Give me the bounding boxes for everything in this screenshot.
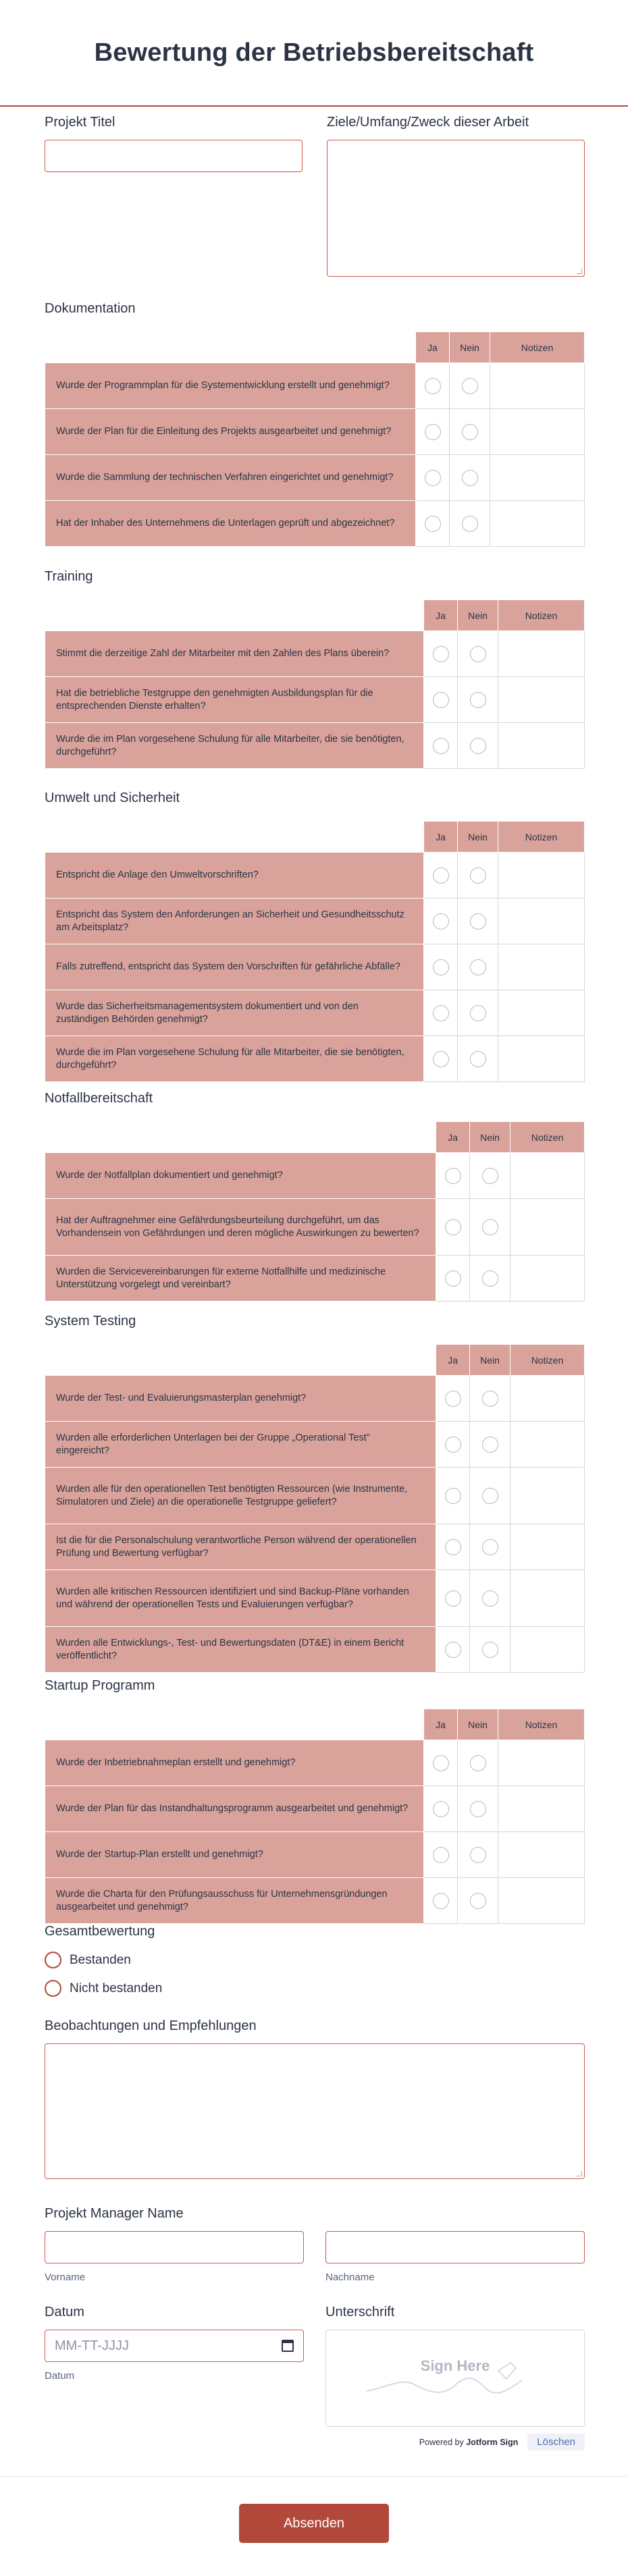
matrix-cell-yes — [424, 990, 458, 1036]
matrix-column-header: Ja — [436, 1345, 470, 1376]
matrix-question: Hat der Inhaber des Unternehmens die Unterlagen geprüft und abgezeichnet? — [45, 501, 416, 547]
matrix-cell-no — [458, 944, 498, 990]
matrix-header-row — [45, 1122, 585, 1153]
matrix-column-header: Nein — [458, 600, 498, 631]
matrix-question: Wurden alle für den operationellen Test benötigten Ressourcen (wie Instrumente, Simulatoren und Ziele) an die operationelle Testgruppe geliefert? — [45, 1468, 436, 1524]
option-passed-label: Bestanden — [70, 1952, 131, 1967]
section-2 — [45, 569, 585, 769]
matrix-cell-yes — [416, 363, 450, 409]
first-name-input[interactable] — [45, 2231, 304, 2263]
section-1 — [45, 301, 585, 547]
radio-yes[interactable] — [445, 1539, 461, 1555]
matrix-cell-yes — [436, 1422, 470, 1468]
matrix-corner — [45, 1122, 436, 1153]
manager-field — [45, 2206, 585, 2283]
section-5 — [45, 1314, 585, 1673]
radio-yes[interactable] — [445, 1270, 461, 1287]
notes-input[interactable] — [511, 1524, 585, 1570]
notes-input[interactable] — [490, 455, 585, 501]
radio-yes[interactable] — [433, 959, 449, 975]
matrix-cell-yes — [436, 1376, 470, 1422]
notes-input[interactable] — [498, 1786, 585, 1832]
matrix-question: Wurde die Sammlung der technischen Verfahren eingerichtet und genehmigt? — [45, 455, 416, 501]
notes-input[interactable] — [498, 990, 585, 1036]
matrix-column-header: Ja — [424, 822, 458, 853]
resize-handle-icon[interactable] — [577, 269, 582, 274]
matrix-row — [45, 1036, 585, 1082]
radio-no[interactable] — [482, 1488, 498, 1504]
radio-no[interactable] — [482, 1391, 498, 1407]
section-4 — [45, 1091, 585, 1302]
matrix-table — [45, 1344, 585, 1673]
matrix-column-header: Ja — [424, 600, 458, 631]
option-failed[interactable] — [45, 1980, 585, 1997]
matrix-question: Hat der Auftragnehmer eine Gefährdungsbeurteilung durchgeführt, um das Vorhandensein von Gefährdungen und deren mögliche Auswirkungen zu bewerten? — [45, 1199, 436, 1256]
radio-passed[interactable] — [45, 1952, 61, 1968]
matrix-question: Entspricht das System den Anforderungen an Sicherheit und Gesundheitsschutz am Arbeitsplatz? — [45, 898, 424, 944]
matrix-cell-no — [450, 501, 490, 547]
matrix-cell-no — [458, 677, 498, 723]
notes-input[interactable] — [490, 363, 585, 409]
radio-no[interactable] — [482, 1539, 498, 1555]
matrix-cell-yes — [436, 1468, 470, 1524]
matrix-question: Wurde der Programmplan für die Systementwicklung erstellt und genehmigt? — [45, 363, 416, 409]
signature-hint: Sign Here — [420, 2357, 490, 2374]
radio-no[interactable] — [470, 1893, 486, 1909]
signature-label: Unterschrift — [325, 2305, 395, 2319]
matrix-cell-no — [470, 1376, 511, 1422]
notes-input[interactable] — [498, 1832, 585, 1878]
matrix-column-header: Nein — [458, 822, 498, 853]
radio-no[interactable] — [482, 1642, 498, 1658]
section-title: Startup Programm — [45, 1678, 155, 1693]
matrix-row — [45, 1422, 585, 1468]
matrix-cell-no — [458, 1036, 498, 1082]
section-3 — [45, 790, 585, 1082]
goals-textarea[interactable] — [327, 140, 585, 277]
matrix-row — [45, 455, 585, 501]
matrix-cell-no — [470, 1422, 511, 1468]
matrix-question: Wurde die im Plan vorgesehene Schulung für alle Mitarbeiter, die sie benötigten, durchgeführt? — [45, 723, 424, 769]
goals-field — [327, 115, 585, 277]
radio-yes[interactable] — [433, 1801, 449, 1817]
matrix-cell-no — [458, 1740, 498, 1786]
notes-input[interactable] — [511, 1468, 585, 1524]
radio-no[interactable] — [462, 470, 478, 486]
matrix-cell-yes — [424, 723, 458, 769]
section-title: Training — [45, 569, 93, 584]
notes-input[interactable] — [511, 1153, 585, 1199]
matrix-question: Wurde der Test- und Evaluierungsmasterplan genehmigt? — [45, 1376, 436, 1422]
clear-signature-button[interactable]: Löschen — [527, 2434, 585, 2450]
radio-no[interactable] — [470, 913, 486, 930]
radio-yes[interactable] — [425, 516, 441, 532]
matrix-column-header: Ja — [416, 332, 450, 363]
powered-brand: Jotform Sign — [466, 2437, 519, 2447]
matrix-row — [45, 723, 585, 769]
radio-no[interactable] — [482, 1270, 498, 1287]
section-title: Notfallbereitschaft — [45, 1091, 153, 1106]
matrix-row — [45, 853, 585, 898]
overall-title: Gesamtbewertung — [45, 1924, 155, 1939]
matrix-question: Wurde der Plan für das Instandhaltungsprogramm ausgearbeitet und genehmigt? — [45, 1786, 424, 1832]
matrix-question: Wurden die Servicevereinbarungen für externe Notfallhilfe und medizinische Unterstützung vorgelegt und vereinbart? — [45, 1256, 436, 1302]
matrix-cell-yes — [416, 501, 450, 547]
matrix-cell-no — [470, 1627, 511, 1673]
radio-no[interactable] — [462, 378, 478, 394]
section-title: Umwelt und Sicherheit — [45, 790, 180, 805]
powered-by — [419, 2438, 519, 2447]
matrix-table — [45, 1709, 585, 1924]
notes-input[interactable] — [498, 944, 585, 990]
option-passed[interactable] — [45, 1952, 585, 1968]
radio-no[interactable] — [470, 1801, 486, 1817]
matrix-header-row — [45, 822, 585, 853]
project-title-label: Projekt Titel — [45, 115, 115, 130]
matrix-question: Wurden alle erforderlichen Unterlagen bei der Gruppe „Operational Test" eingereicht? — [45, 1422, 436, 1468]
manager-row — [45, 2231, 585, 2283]
matrix-question: Wurde die im Plan vorgesehene Schulung für alle Mitarbeiter, die sie benötigten, durchgeführt? — [45, 1036, 424, 1082]
matrix-row — [45, 1740, 585, 1786]
notes-input[interactable] — [498, 1878, 585, 1924]
matrix-table — [45, 821, 585, 1082]
matrix-row — [45, 1786, 585, 1832]
matrix-row — [45, 1199, 585, 1256]
notes-input[interactable] — [511, 1376, 585, 1422]
matrix-cell-yes — [436, 1153, 470, 1199]
project-title-input[interactable] — [45, 140, 303, 172]
date-field — [45, 2305, 304, 2450]
matrix-corner — [45, 332, 416, 363]
matrix-cell-no — [458, 1832, 498, 1878]
radio-no[interactable] — [470, 959, 486, 975]
matrix-cell-yes — [424, 1832, 458, 1878]
matrix-cell-yes — [436, 1256, 470, 1302]
matrix-row — [45, 1468, 585, 1524]
matrix-header-row — [45, 1709, 585, 1740]
radio-no[interactable] — [482, 1437, 498, 1453]
matrix-cell-yes — [424, 1878, 458, 1924]
notes-input[interactable] — [498, 853, 585, 898]
matrix-row — [45, 677, 585, 723]
radio-yes[interactable] — [433, 646, 449, 662]
form-footer — [0, 2476, 628, 2576]
last-name-sublabel: Nachname — [325, 2272, 375, 2283]
matrix-cell-yes — [436, 1199, 470, 1256]
radio-yes[interactable] — [425, 378, 441, 394]
matrix-row — [45, 631, 585, 677]
matrix-row — [45, 944, 585, 990]
radio-no[interactable] — [482, 1590, 498, 1607]
matrix-cell-yes — [424, 1786, 458, 1832]
radio-yes[interactable] — [445, 1168, 461, 1184]
date-input[interactable] — [45, 2330, 304, 2362]
radio-yes[interactable] — [433, 1847, 449, 1863]
radio-yes[interactable] — [433, 1893, 449, 1909]
radio-yes[interactable] — [445, 1437, 461, 1453]
matrix-cell-no — [450, 409, 490, 455]
matrix-column-header: Nein — [458, 1709, 498, 1740]
radio-yes[interactable] — [425, 424, 441, 440]
notes-input[interactable] — [498, 898, 585, 944]
notes-input[interactable] — [511, 1256, 585, 1302]
matrix-question: Wurde der Startup-Plan erstellt und genehmigt? — [45, 1832, 424, 1878]
matrix-cell-no — [470, 1524, 511, 1570]
matrix-corner — [45, 1709, 424, 1740]
radio-no[interactable] — [470, 738, 486, 754]
radio-yes[interactable] — [445, 1590, 461, 1607]
matrix-cell-yes — [424, 677, 458, 723]
form-header — [0, 0, 628, 107]
matrix-row — [45, 1878, 585, 1924]
matrix-header-row — [45, 332, 585, 363]
matrix-question: Wurden alle kritischen Ressourcen identifiziert und sind Backup-Pläne vorhanden und während der operationellen Tests und Evaluierungen verfügbar? — [45, 1570, 436, 1627]
notes-input[interactable] — [498, 1740, 585, 1786]
matrix-cell-yes — [424, 1740, 458, 1786]
manager-label: Projekt Manager Name — [45, 2206, 184, 2221]
matrix-cell-no — [450, 455, 490, 501]
notes-input[interactable] — [498, 631, 585, 677]
matrix-table — [45, 1121, 585, 1302]
radio-no[interactable] — [470, 692, 486, 708]
date-label: Datum — [45, 2305, 84, 2319]
notes-input[interactable] — [490, 501, 585, 547]
signature-field — [325, 2305, 585, 2450]
matrix-cell-yes — [424, 853, 458, 898]
matrix-cell-no — [470, 1570, 511, 1627]
matrix-question: Wurde die Charta für den Prüfungsausschuss für Unternehmensgründungen ausgearbeitet und genehmigt? — [45, 1878, 424, 1924]
matrix-column-header: Notizen — [511, 1345, 585, 1376]
matrix-question: Falls zutreffend, entspricht das System den Vorschriften für gefährliche Abfälle? — [45, 944, 424, 990]
section-6 — [45, 1678, 585, 1924]
matrix-row — [45, 1832, 585, 1878]
powered-prefix: Powered by — [419, 2437, 464, 2447]
date-sublabel: Datum — [45, 2370, 75, 2382]
matrix-cell-no — [458, 1786, 498, 1832]
form-body — [0, 115, 628, 2448]
radio-no[interactable] — [462, 424, 478, 440]
matrix-question: Wurde der Notfallplan dokumentiert und genehmigt? — [45, 1153, 436, 1199]
first-name-sublabel: Vorname — [45, 2272, 86, 2283]
matrix-header-row — [45, 1345, 585, 1376]
radio-yes[interactable] — [433, 738, 449, 754]
matrix-cell-no — [458, 631, 498, 677]
notes-input[interactable] — [498, 1036, 585, 1082]
matrix-cell-no — [458, 1878, 498, 1924]
matrix-cell-yes — [424, 944, 458, 990]
matrix-cell-no — [470, 1256, 511, 1302]
radio-no[interactable] — [470, 1847, 486, 1863]
matrix-row — [45, 1376, 585, 1422]
notes-input[interactable] — [511, 1422, 585, 1468]
matrix-column-header: Notizen — [498, 822, 585, 853]
matrix-question: Hat die betriebliche Testgruppe den genehmigten Ausbildungsplan für die entsprechenden Dienste erhalten? — [45, 677, 424, 723]
project-row — [45, 115, 585, 277]
matrix-row — [45, 1524, 585, 1570]
matrix-row — [45, 898, 585, 944]
matrix-corner — [45, 822, 424, 853]
overall-section — [45, 1924, 585, 2008]
matrix-cell-no — [458, 990, 498, 1036]
radio-yes[interactable] — [433, 1051, 449, 1067]
matrix-corner — [45, 600, 424, 631]
matrix-cell-yes — [416, 409, 450, 455]
radio-yes[interactable] — [445, 1391, 461, 1407]
matrix-column-header: Notizen — [498, 1709, 585, 1740]
notes-input[interactable] — [498, 677, 585, 723]
matrix-column-header: Ja — [436, 1122, 470, 1153]
matrix-cell-no — [458, 723, 498, 769]
matrix-column-header: Notizen — [490, 332, 585, 363]
calendar-icon[interactable] — [282, 2340, 294, 2352]
matrix-row — [45, 990, 585, 1036]
radio-yes[interactable] — [445, 1488, 461, 1504]
project-title-field — [45, 115, 303, 277]
last-name-input[interactable] — [325, 2231, 585, 2263]
matrix-question: Stimmt die derzeitige Zahl der Mitarbeiter mit den Zahlen des Plans überein? — [45, 631, 424, 677]
notes-input[interactable] — [511, 1199, 585, 1256]
matrix-cell-yes — [424, 1036, 458, 1082]
radio-yes[interactable] — [445, 1642, 461, 1658]
matrix-column-header: Notizen — [511, 1122, 585, 1153]
matrix-column-header: Nein — [470, 1122, 511, 1153]
matrix-row — [45, 1627, 585, 1673]
matrix-question: Ist die für die Personalschulung verantwortliche Person während der operationellen Prüfung und Bewertung verfügbar? — [45, 1524, 436, 1570]
radio-no[interactable] — [470, 1755, 486, 1771]
matrix-question: Wurde der Plan für die Einleitung des Projekts ausgearbeitet und genehmigt? — [45, 409, 416, 455]
section-title: System Testing — [45, 1314, 136, 1329]
matrix-cell-no — [458, 853, 498, 898]
signature-pad[interactable] — [325, 2330, 585, 2427]
observations-label: Beobachtungen und Empfehlungen — [45, 2018, 257, 2033]
notes-input[interactable] — [490, 409, 585, 455]
matrix-cell-yes — [424, 898, 458, 944]
radio-no[interactable] — [482, 1168, 498, 1184]
matrix-cell-no — [470, 1153, 511, 1199]
radio-no[interactable] — [470, 1005, 486, 1021]
submit-button[interactable]: Absenden — [239, 2504, 389, 2543]
matrix-column-header: Nein — [470, 1345, 511, 1376]
matrix-question: Wurde das Sicherheitsmanagementsystem dokumentiert und von den zuständigen Behörden genehmigt? — [45, 990, 424, 1036]
last-name-col — [325, 2231, 585, 2283]
radio-no[interactable] — [470, 1051, 486, 1067]
radio-yes[interactable] — [425, 470, 441, 486]
matrix-column-header: Notizen — [498, 600, 585, 631]
matrix-table — [45, 599, 585, 769]
resize-handle-icon[interactable] — [577, 2171, 582, 2176]
matrix-cell-no — [470, 1199, 511, 1256]
matrix-corner — [45, 1345, 436, 1376]
matrix-cell-no — [458, 898, 498, 944]
matrix-cell-yes — [436, 1627, 470, 1673]
date-placeholder: MM-TT-JJJJ — [55, 2338, 129, 2353]
matrix-header-row — [45, 600, 585, 631]
matrix-question: Entspricht die Anlage den Umweltvorschriften? — [45, 853, 424, 898]
form-title: Bewertung der Betriebsbereitschaft — [94, 38, 534, 67]
matrix-cell-no — [450, 363, 490, 409]
radio-no[interactable] — [482, 1219, 498, 1235]
option-failed-label: Nicht bestanden — [70, 1981, 163, 1995]
matrix-cell-yes — [436, 1524, 470, 1570]
date-sign-row — [45, 2305, 585, 2450]
matrix-question: Wurde der Inbetriebnahmeplan erstellt und genehmigt? — [45, 1740, 424, 1786]
observations-textarea[interactable] — [45, 2043, 585, 2179]
matrix-column-header: Nein — [450, 332, 490, 363]
matrix-cell-yes — [424, 631, 458, 677]
section-title: Dokumentation — [45, 301, 136, 316]
radio-yes[interactable] — [433, 692, 449, 708]
radio-no[interactable] — [462, 516, 478, 532]
notes-input[interactable] — [511, 1570, 585, 1627]
matrix-row — [45, 1256, 585, 1302]
notes-input[interactable] — [511, 1627, 585, 1673]
matrix-cell-no — [470, 1468, 511, 1524]
radio-yes[interactable] — [433, 1755, 449, 1771]
matrix-cell-yes — [416, 455, 450, 501]
radio-no[interactable] — [470, 867, 486, 884]
matrix-question: Wurden alle Entwicklungs-, Test- und Bewertungsdaten (DT&E) in einem Bericht veröffentlicht? — [45, 1627, 436, 1673]
radio-yes[interactable] — [433, 913, 449, 930]
goals-label: Ziele/Umfang/Zweck dieser Arbeit — [327, 115, 529, 130]
matrix-row — [45, 501, 585, 547]
matrix-column-header: Ja — [424, 1709, 458, 1740]
radio-yes[interactable] — [433, 1005, 449, 1021]
signature-footer — [325, 2434, 585, 2450]
matrix-row — [45, 363, 585, 409]
observations-field — [45, 2018, 585, 2179]
matrix-row — [45, 1570, 585, 1627]
matrix-table — [45, 331, 585, 547]
radio-failed[interactable] — [45, 1980, 61, 1997]
radio-yes[interactable] — [433, 867, 449, 884]
radio-yes[interactable] — [445, 1219, 461, 1235]
matrix-row — [45, 1153, 585, 1199]
notes-input[interactable] — [498, 723, 585, 769]
radio-no[interactable] — [470, 646, 486, 662]
matrix-row — [45, 409, 585, 455]
matrix-cell-yes — [436, 1570, 470, 1627]
first-name-col — [45, 2231, 304, 2283]
